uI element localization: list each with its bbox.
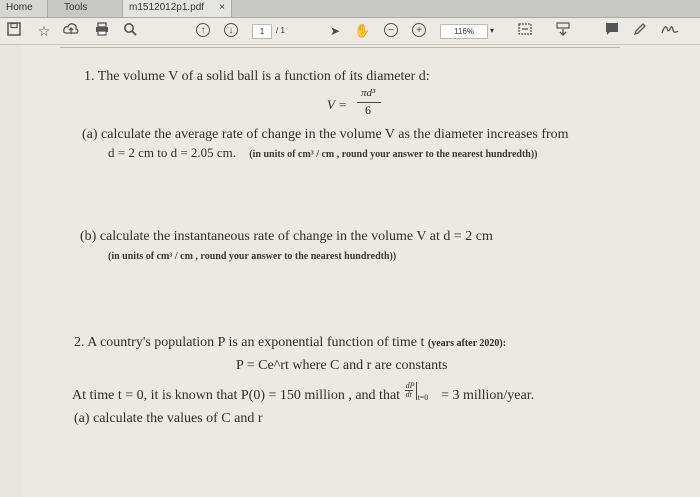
tab-home[interactable]: Home — [0, 0, 48, 17]
tab-document[interactable] — [122, 0, 232, 17]
page-down-icon[interactable]: ↓ — [224, 23, 238, 37]
chevron-down-icon[interactable]: ▾ — [490, 26, 495, 35]
comment-icon[interactable] — [604, 22, 620, 40]
population-formula: P = Ce^rt where C and r are constants — [236, 358, 448, 373]
select-arrow-icon[interactable]: ➤ — [329, 24, 341, 38]
evaluation-bar — [416, 382, 417, 400]
zoom-in-icon[interactable]: + — [412, 23, 426, 37]
derivative-denominator: dt — [405, 390, 412, 399]
question-1a-range-text: d = 2 cm to d = 2.05 cm. — [108, 145, 237, 160]
question-1b-note: (in units of cm³ / cm , round your answer to the nearest hundredth)) — [108, 251, 397, 262]
question-1-text: 1. The volume V of a solid ball is a function of its diameter d: — [84, 69, 430, 84]
pdf-page — [22, 45, 700, 497]
formula-equals: = — [339, 97, 347, 112]
print-icon[interactable] — [94, 22, 110, 40]
divider — [60, 47, 620, 48]
question-2a-text: (a) calculate the values of C and r — [74, 411, 263, 426]
page-number-input[interactable]: 1 — [252, 24, 272, 39]
derivative-notation — [404, 381, 438, 403]
question-2-intro: 2. A country's population P is an exponential function of time t — [74, 335, 425, 350]
derivative-numerator: dP — [405, 381, 415, 390]
tab-tools[interactable]: Tools — [64, 2, 88, 13]
fit-page-icon[interactable] — [516, 22, 534, 40]
question-2-conditions — [72, 381, 535, 404]
pen-icon[interactable] — [632, 22, 648, 40]
tab-bar — [0, 0, 700, 18]
formula-numerator: πd³ — [361, 87, 376, 99]
question-2-rate-text: = 3 million/year. — [441, 388, 535, 403]
hand-icon[interactable]: ✋ — [354, 23, 371, 38]
question-1a-text: (a) calculate the average rate of change in the volume V as the diameter increases from — [82, 127, 569, 142]
question-1a-note: (in units of cm³ / cm , round your answer to the nearest hundredth)) — [249, 149, 538, 160]
question-1a-range — [108, 145, 538, 161]
question-2-note: (years after 2020): — [427, 338, 507, 349]
close-tab-icon[interactable]: × — [219, 2, 225, 13]
upload-cloud-icon[interactable] — [62, 22, 80, 40]
save-icon[interactable] — [6, 22, 22, 40]
question-1b-text: (b) calculate the instantaneous rate of change in the volume V at d = 2 cm — [80, 229, 493, 244]
zoom-out-icon[interactable]: − — [384, 23, 398, 37]
zoom-level-select[interactable]: 116% — [440, 24, 488, 39]
formula-lhs: V — [327, 97, 335, 112]
tab-document-label: m1512012p1.pdf — [129, 2, 205, 13]
bookmark-star-icon[interactable]: ☆ — [37, 23, 51, 39]
page-total: / 1 — [276, 26, 285, 35]
search-icon[interactable] — [122, 22, 138, 40]
formula-denominator: 6 — [365, 103, 371, 117]
sign-icon[interactable] — [660, 22, 680, 40]
evaluation-point: t=0 — [417, 393, 429, 402]
page-up-icon[interactable]: ↑ — [196, 23, 210, 37]
question-2-condition-text: At time t = 0, it is known that P(0) = 150 million , and that — [72, 388, 401, 403]
question-2-text — [74, 335, 506, 351]
toolbar — [0, 18, 700, 45]
scroll-mode-icon[interactable] — [554, 22, 572, 40]
